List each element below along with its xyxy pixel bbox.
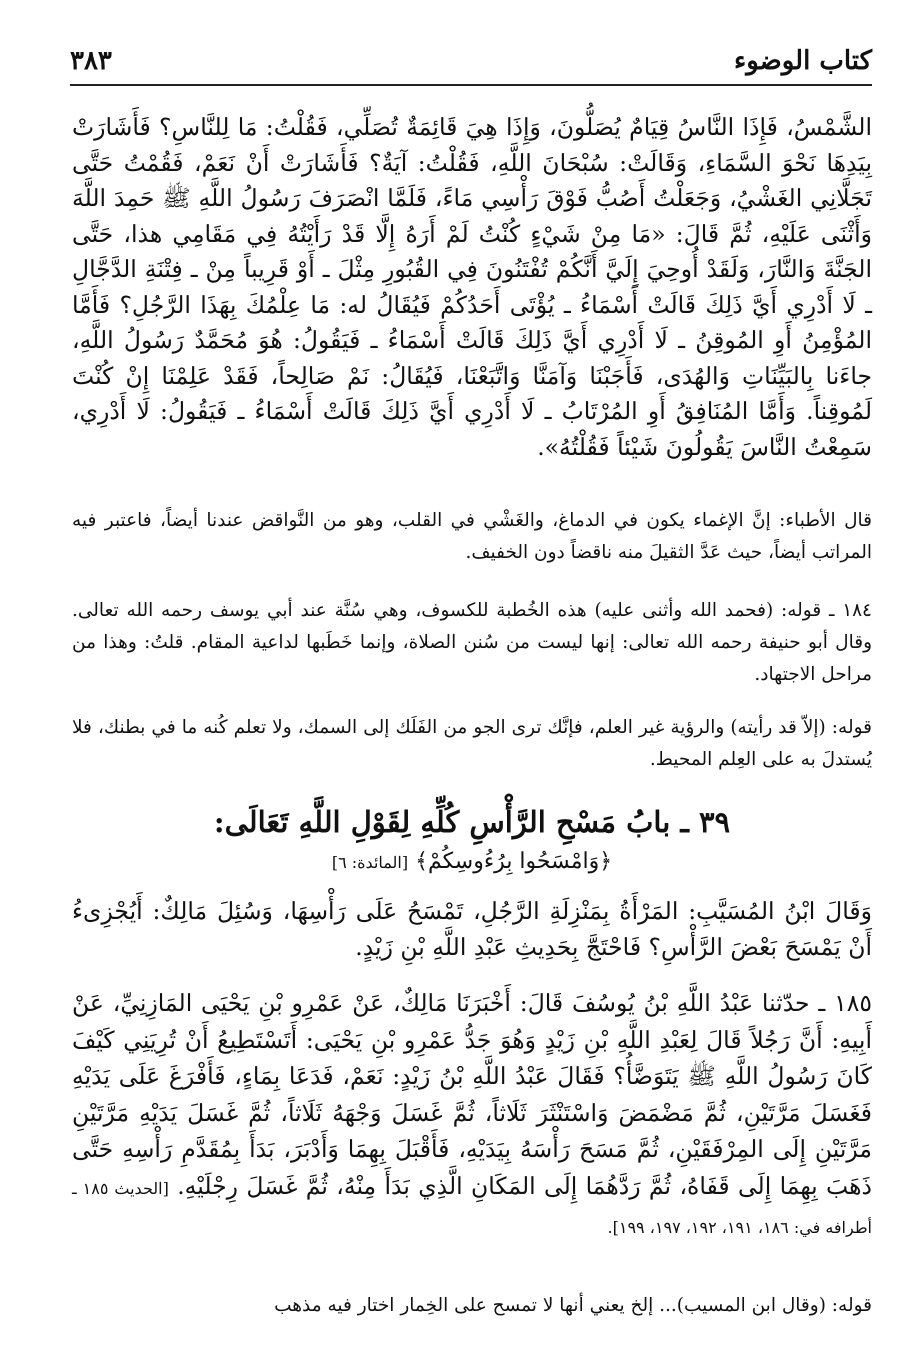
hadith-185 — [72, 985, 872, 1247]
page-number: ٣٨٣ — [70, 46, 112, 76]
quran-verse — [72, 849, 872, 874]
chapter-heading: ٣٩ ـ بابُ مَسْحِ الرَّأْسِ كُلِّهِ لِقَوْلِ اللَّهِ تَعَالَى: — [213, 805, 731, 839]
narration-paragraph: وَقَالَ ابْنُ المُسَيَّبِ: المَرْأَةُ بِمَنْزِلَةِ الرَّجُلِ، تَمْسَحُ عَلَى رَأْسِهَا، وَسُئِلَ مَالِكٌ: أَيُجْزِىءُ أَنْ يَمْسَحَ بَعْضَ الرَّأْسِ؟ فَاحْتَجَّ بِحَدِيثِ عَبْدِ اللَّهِ بْنِ زَيْدٍ. — [72, 897, 872, 961]
commentary-paragraph: قوله: (إلاّ قد رأيته) والرؤية غير العلم، فإنَّك ترى الجو من الفَلَك إلى السمك، ولا تعلم كُنه ما في بطنك، فلا يُستدلَ به على العِلم المحيط. — [72, 717, 872, 770]
commentary-paragraph: قوله: (وقال ابن المسيب)... إلخ يعني أنها لا تمسح على الخِمار اختار فيه مذهب — [274, 1295, 872, 1316]
hadith-cross-reference: [الحديث ١٨٥ ـ أطرافه في: ١٨٦، ١٩١، ١٩٢، ١٩٧، ١٩٩]. — [72, 1178, 872, 1237]
verse-text: ﴿وَامْسَحُوا بِرُءُوسِكُمْ﴾ — [415, 849, 613, 874]
hadith-continuation: الشَّمْسُ، فَإِذَا النَّاسُ قِيَامٌ يُصَلُّونَ، وَإِذَا هِيَ قَائِمَةٌ تُصَلِّي، فَقُلْتُ: مَا لِلنَّاسِ؟ فَأَشَارَتْ بِيَدِهَا نَحْوَ السَّمَاءِ، وَقَالَتْ: سُبْحَانَ اللَّهِ، فَقُلْتُ: آيَةٌ؟ فَأَشَارَتْ أَنْ نَعَمْ، فَقُمْتُ حَتَّى تَجَلَّانِي الغَشْيُ، وَجَعَلْتُ أَصُبُّ فَوْقَ رَأْسِي مَاءً، فَلَمَّا انْصَرَفَ رَسُولُ اللَّهِ ﷺ حَمِدَ اللَّهَ وَأَثْنَى عَلَيْهِ، ثُمَّ قَالَ: «مَا مِنْ شَيْءٍ كُنْتُ لَمْ أَرَهُ إِلَّا قَدْ رَأَيْتُهُ فِي مَقَامِي هذا، حَتَّى الجَنَّةَ وَالنَّارَ، وَلَقَدْ أُوحِيَ إِلَيَّ أَنَّكُمْ تُفْتَنُونَ فِي القُبُورِ مِثْلَ ـ أَوْ قَرِيباً مِنْ ـ فِتْنَةِ الدَّجَّالِ ـ لَا أَدْرِي أَيَّ ذَلِكَ قَالَتْ أَسْمَاءُ ـ يُؤْتَى أَحَدُكُمْ فَيُقَالُ له: مَا عِلْمُكَ بِهَذَا الرَّجُلِ؟ فَأَمَّا المُؤْمِنُ أَوِ المُوقِنُ ـ لَا أَدْرِي أَيَّ ذَلِكَ قَالَتْ أَسْمَاءُ ـ فَيَقُولُ: هُوَ مُحَمَّدٌ رَسُولُ اللَّهِ، جاءَنا بِالبَيِّنَاتِ وَالهُدَى، فَأَجَبْنَا وَآمَنَّا وَاتَّبَعْنَا، فَيُقَالُ: نَمْ صَالِحاً، فَقَدْ عَلِمْنَا إِنْ كُنْتَ لَمُوقِناً. وَأَمَّا المُنَافِقُ أَوِ المُرْتَابُ ـ لَا أَدْرِي أَيَّ ذَلِكَ قَالَتْ أَسْمَاءُ ـ فَيَقُولُ: لَا أَدْرِي، سَمِعْتُ النَّاسَ يَقُولُونَ شَيْئاً فَقُلْتُهُ». — [72, 113, 872, 461]
page-header — [70, 40, 872, 86]
running-title: كتاب الوضوء — [734, 46, 872, 76]
commentary-paragraph: قال الأطباء: إنَّ الإغماء يكون في الدماغ، والغَشْي في القلب، وهو من النَّواقض عندنا أيضاً، فاعتبر فيه المراتب أيضاً، حيث عَدَّ الثقيلَ منه ناقضاً دون الخفيف. — [72, 510, 872, 563]
verse-reference: [المائدة: ٦] — [331, 853, 409, 872]
commentary-paragraph: ١٨٤ ـ قوله: (فحمد الله وأثنى عليه) هذه الخُطبة للكسوف، وهي سُنَّة عند أبي يوسف رحمه الله تعالى. وقال أبو حنيفة رحمه الله تعالى: إنها ليست من سُنن الصلاة، وإنما خَطَبها لداعية المقام. قلتُ: وهذا من مراحل الاجتهاد. — [72, 600, 872, 685]
hadith-text: ١٨٥ ـ حدّثنا عَبْدُ اللَّهِ بْنُ يُوسُفَ قَالَ: أَخْبَرَنَا مَالِكٌ، عَنْ عَمْرِو بْنِ يَحْيَى المَازِنِيِّ، عَنْ أَبِيهِ: أَنَّ رَجُلاً قَالَ لِعَبْدِ اللَّهِ بْنِ زَيْدٍ وَهُوَ جَدُّ عَمْرِو بْنِ يَحْيَى: أَتَسْتَطِيعُ أَنْ تُرِيَنِي كَيْفَ كَانَ رَسُولُ اللَّهِ ﷺ يَتَوَضَّأُ؟ فَقَالَ عَبْدُ اللَّهِ بْنُ زَيْدٍ: نَعَمْ، فَدَعَا بِمَاءٍ، فَأَفْرَغَ عَلَى يَدَيْهِ فَغَسَلَ مَرَّتَيْنِ، ثُمَّ مَضْمَضَ وَاسْتَنْثَرَ ثَلَاثاً، ثُمَّ غَسَلَ وَجْهَهُ ثَلَاثاً، ثُمَّ غَسَلَ يَدَيْهِ مَرَّتَيْنِ مَرَّتَيْنِ إِلَى المِرْفَقَيْنِ، ثُمَّ مَسَحَ رَأْسَهُ بِيَدَيْهِ، فَأَقْبَلَ بِهِمَا وَأَدْبَرَ، بَدَأَ بِمُقَدَّمِ رَأْسِهِ حَتَّى ذَهَبَ بِهِمَا إِلَى قَفَاهُ، ثُمَّ رَدَّهُمَا إِلَى المَكَانِ الَّذِي بَدَأَ مِنْهُ، ثُمَّ غَسَلَ رِجْلَيْهِ. — [72, 989, 872, 1200]
